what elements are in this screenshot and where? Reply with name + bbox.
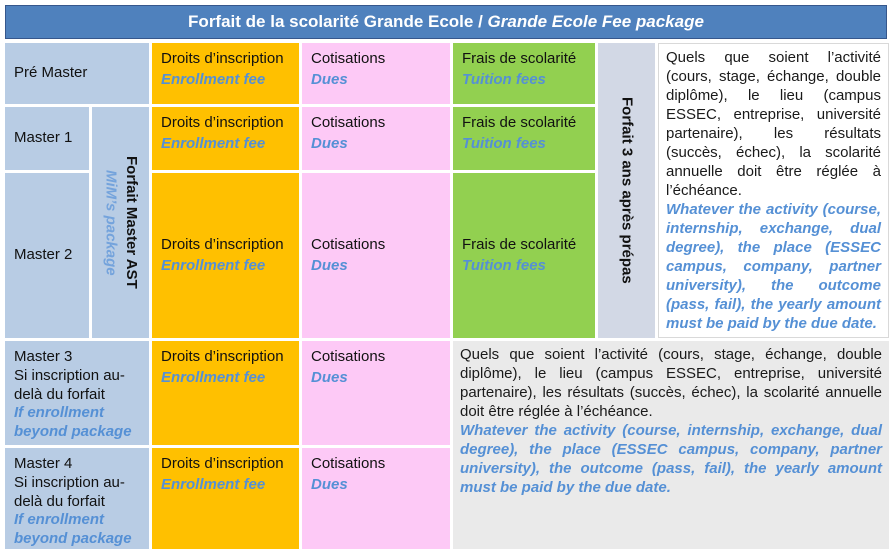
row-sublabel-fr: Si inscription au-delà du forfait: [14, 366, 125, 403]
row-header-master-2: [5, 173, 89, 338]
cell-dues-pre-master: [302, 43, 450, 104]
fee-label-fr: Frais de scolarité: [462, 235, 577, 253]
title-english: Grande Ecole Fee package: [487, 12, 704, 31]
fee-label-fr: Droits d’inscription: [161, 455, 284, 472]
fee-table: [5, 43, 889, 549]
fee-label-en: Dues: [311, 134, 348, 152]
fee-label-en: Dues: [311, 256, 348, 274]
fee-label-fr: Droits d’inscription: [161, 348, 284, 365]
cell-dues-master-2: [302, 173, 450, 338]
title-separator: /: [473, 12, 488, 31]
cell-enrollment-master-2: [152, 173, 299, 338]
fee-label-fr: Droits d’inscription: [161, 235, 284, 253]
fee-label-en: Enrollment fee: [161, 368, 266, 386]
cell-dues-master-3: [302, 341, 450, 445]
row-header-pre-master: [5, 43, 149, 104]
cell-tuition-master-2: [453, 173, 595, 338]
fee-label-fr: Frais de scolarité: [462, 114, 577, 131]
fee-label-fr: Cotisations: [311, 455, 386, 472]
vertical-label-fr: Forfait Master AST: [122, 156, 140, 289]
vertical-label-en: MiM’s package: [102, 169, 120, 276]
fee-label-fr: Droits d’inscription: [161, 50, 284, 67]
cell-enrollment-master-1: [152, 107, 299, 170]
row-label: Master 3: [14, 348, 73, 365]
fee-label-fr: Cotisations: [311, 50, 386, 67]
fee-label-en: Enrollment fee: [161, 70, 266, 88]
cell-enrollment-master-4: [152, 448, 299, 549]
note-french: Quels que soient l’activité (cours, stage, échange, double diplôme), le lieu (campus ESSEC, entreprise, université partenaire), les résultats (succès, échec), la scolarité annuelle doit être réglée à l’échéance.: [666, 49, 881, 199]
cell-tuition-pre-master: [453, 43, 595, 104]
row-label: Master 4: [14, 455, 73, 472]
cell-enrollment-master-3: [152, 341, 299, 445]
payment-note-bottom: [453, 341, 889, 549]
row-header-master-1: [5, 107, 89, 170]
column-header-prepas-package: [598, 43, 655, 338]
row-label: Master 2: [14, 246, 73, 264]
note-english: Whatever the activity (course, internship, exchange, dual degree), the place (ESSEC campus, company, partner university), the outcome (pass, fail), the yearly amount must be paid by the due date.: [666, 201, 881, 332]
cell-dues-master-4: [302, 448, 450, 549]
row-header-master-3: [5, 341, 149, 445]
fee-label-fr: Droits d’inscription: [161, 114, 284, 131]
row-label: Master 1: [14, 129, 73, 147]
note-french: Quels que soient l’activité (cours, stage, échange, double diplôme), le lieu (campus ESSEC, entreprise, université partenaire), les résultats (succès, échec), la scolarité annuelle doit être réglée à l’échéance.: [460, 346, 882, 420]
fee-label-en: Enrollment fee: [161, 256, 266, 274]
cell-enrollment-pre-master: [152, 43, 299, 104]
fee-label-en: Dues: [311, 368, 348, 386]
fee-label-fr: Cotisations: [311, 235, 386, 253]
fee-label-fr: Frais de scolarité: [462, 50, 577, 67]
cell-tuition-master-1: [453, 107, 595, 170]
row-sublabel-en: If enrollment beyond package: [14, 404, 132, 440]
fee-label-en: Dues: [311, 70, 348, 88]
title-french: Forfait de la scolarité Grande Ecole: [188, 12, 474, 31]
payment-note-top: [658, 43, 889, 338]
fee-label-en: Tuition fees: [462, 134, 546, 152]
fee-label-en: Dues: [311, 475, 348, 493]
row-header-master-4: [5, 448, 149, 549]
fee-label-en: Enrollment fee: [161, 475, 266, 493]
fee-label-en: Tuition fees: [462, 70, 546, 88]
fee-label-fr: Cotisations: [311, 114, 386, 131]
note-english: Whatever the activity (course, internship, exchange, dual degree), the place (ESSEC campus, company, partner university), the outcome (pass, fail), the yearly amount must be paid by the due date.: [460, 422, 882, 496]
row-sublabel-en: If enrollment beyond package: [14, 511, 132, 547]
page-title: [5, 5, 887, 39]
fee-label-fr: Cotisations: [311, 348, 386, 365]
vertical-label-fr: Forfait 3 ans après prépas: [618, 97, 636, 284]
fee-label-en: Enrollment fee: [161, 134, 266, 152]
column-header-master-ast: [92, 107, 149, 338]
fee-label-en: Tuition fees: [462, 256, 546, 274]
cell-dues-master-1: [302, 107, 450, 170]
row-label: Pré Master: [14, 64, 88, 82]
row-sublabel-fr: Si inscription au-delà du forfait: [14, 473, 125, 510]
